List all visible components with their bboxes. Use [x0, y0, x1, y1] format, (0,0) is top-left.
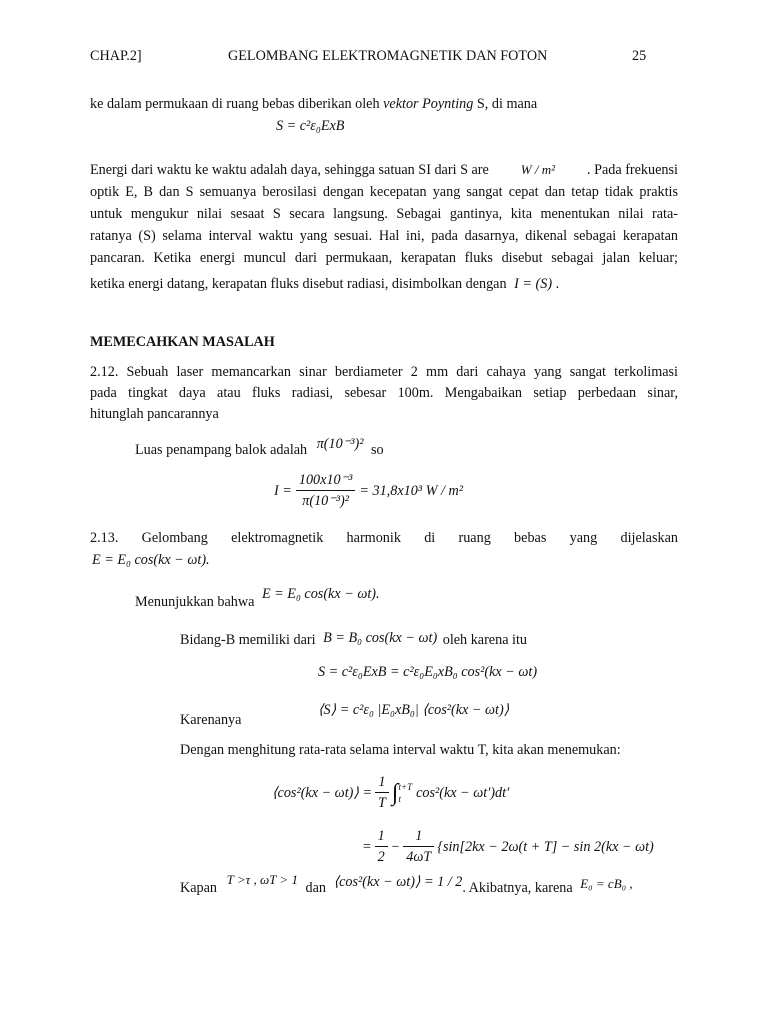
p213-int-limit-bottom: t [398, 793, 402, 804]
intro-line [90, 94, 537, 114]
p212-area-text: Luas penampang balok adalah [135, 442, 308, 458]
p213-res-frac2-den: 4ωT [406, 849, 432, 865]
p212-line3: hitunglah pancarannya [90, 406, 219, 422]
p212-area-line [135, 436, 384, 460]
intro-text-a: ke dalam permukaan di ruang bebas diberikan oleh [90, 96, 384, 112]
p213-int-body: cos²(kx − ωt′)dt′ [416, 784, 510, 801]
p212-eq-numerator: 100x10⁻³ [296, 470, 356, 491]
p212-eq-rhs: = 31,8x10³ W / m² [359, 482, 463, 499]
p213-int-fraction [375, 772, 389, 813]
page-title: GELOMBANG ELEKTROMAGNETIK DAN FOTON [228, 48, 548, 64]
p213-poynting-eq: S = c²ε₀ExB = c²ε₀E₀xB₀ cos²(kx − ωt) [318, 664, 538, 680]
p213-int-frac-num: 1 [375, 772, 389, 793]
p213-int-lhs: ⟨cos²(kx − ωt)⟩ = [272, 784, 373, 801]
para1-line5: pancaran. Ketika energi muncul dari permukaan, kerapatan fluks disebut sebagai jalan keluar; [90, 250, 678, 266]
p212-eq-fraction [296, 470, 356, 511]
p213-result-equation [362, 826, 654, 867]
p212-area-eq: π(10⁻³)² [316, 436, 364, 452]
p213-bfield-eq: B = B₀ cos(kx − ωt) [323, 630, 438, 646]
paragraph-energy [90, 160, 678, 294]
p213-res-frac2-num: 1 [403, 826, 434, 847]
p213-bfield-line [180, 630, 527, 650]
p212-irradiance-equation [274, 470, 463, 511]
p213-interval-text: Dengan menghitung rata-rata selama interval waktu T, kita akan menemukan: [180, 742, 621, 758]
p212-eq-denominator: π(10⁻³)² [302, 493, 349, 509]
p213-int-limit-top: t+T [398, 781, 413, 792]
p212-area-so: so [371, 442, 384, 458]
para1-line3: untuk mengukur nilai sesaat S secara langsung. Sebagai gantinya, kita menentukan nilai rata- [90, 206, 678, 222]
chapter-label: CHAP.2] [90, 48, 142, 64]
p213-res-frac1-num: 1 [375, 826, 388, 847]
page-number: 25 [632, 48, 647, 64]
p213-int-frac-den: T [378, 795, 386, 811]
section-heading: MEMECAHKAN MASALAH [90, 334, 275, 350]
p213-therefore: Karenanya [180, 712, 242, 728]
para1-line1-end: . Pada frekuensi [586, 162, 678, 178]
p212-line1: 2.12. Sebuah laser memancarkan sinar berdiameter 2 mm dari cahaya yang sangat terkolimasi [90, 364, 678, 380]
p213-wave-eq: E = E₀ cos(kx − ωt). [92, 552, 210, 568]
p213-bfield-text: Bidang-B memiliki dari [180, 632, 316, 648]
p213-akibat-eq: E₀ = cB₀ , [580, 876, 633, 891]
equation-poynting: S = c²ε₀ExB [276, 118, 345, 134]
intro-italic-term: vektor Poynting [383, 96, 474, 112]
p213-res-body: {sin[2kx − 2ω(t + T] − sin 2(kx − ωt) [437, 838, 654, 855]
para1-line1 [90, 160, 678, 180]
p213-kapan-line [180, 872, 633, 898]
para1-line6-end: . [555, 276, 560, 292]
p213-line1: 2.13. Gelombang elektromagnetik harmonik di ruang bebas yang dijelaskan [90, 530, 678, 546]
p213-int-limits [399, 781, 413, 805]
p213-res-frac2 [403, 826, 434, 867]
para1-line1-text: Energi dari waktu ke waktu adalah daya, sehingga satuan SI dari S are [90, 162, 489, 178]
p213-bfield-suffix: oleh karena itu [442, 632, 528, 648]
para1-eq-irradiance: I = (S) [514, 276, 553, 292]
p213-show-eq: E = E₀ cos(kx − ωt). [261, 586, 380, 602]
p213-show-text: Menunjukkan bahwa [135, 594, 255, 610]
p213-res-eq-sign: = [362, 838, 372, 855]
intro-text-b: S, di mana [473, 96, 538, 112]
integral-sign-icon: ∫ [391, 779, 399, 806]
para1-unit: W / m² [520, 162, 556, 177]
p213-res-minus: − [390, 838, 401, 855]
para1-line6 [90, 274, 678, 294]
para1-line2: optik E, B dan S semuanya berosilasi dengan kecepatan yang sangat cepat dan tetap tidak praktis [90, 184, 678, 200]
p213-kapan-text: Kapan [180, 880, 218, 896]
p213-show-line [135, 586, 380, 612]
para1-line6-text: ketika energi datang, kerapatan fluks disebut radiasi, disimbolkan dengan [90, 276, 507, 292]
p213-kapan-eq: T >τ , ωT > 1 [226, 872, 298, 887]
para1-line4: ratanya (S) selama interval waktu yang sesuai. Hal ini, pada dasarnya, dikenal sebagai kerapatan [90, 228, 678, 244]
p213-dan-text: dan [305, 880, 326, 896]
p213-average-eq: ⟨S⟩ = c²ε₀ |E₀xB₀| ⟨cos²(kx − ωt)⟩ [318, 702, 510, 718]
p212-line2: pada tingkat daya atau fluks radiasi, sebesar 100m. Mengabaikan setiap perbedaan sinar, [90, 385, 678, 401]
p213-res-frac1-den: 2 [377, 849, 385, 865]
p213-dan-eq: ⟨cos²(kx − ωt)⟩ = 1 / 2 [333, 874, 463, 890]
p213-res-frac1 [375, 826, 388, 867]
p212-eq-lhs: I = [274, 482, 292, 499]
p213-integral-equation [272, 772, 509, 813]
p213-akibat-text: . Akibatnya, karena [462, 880, 573, 896]
problem-2-12 [90, 362, 678, 424]
